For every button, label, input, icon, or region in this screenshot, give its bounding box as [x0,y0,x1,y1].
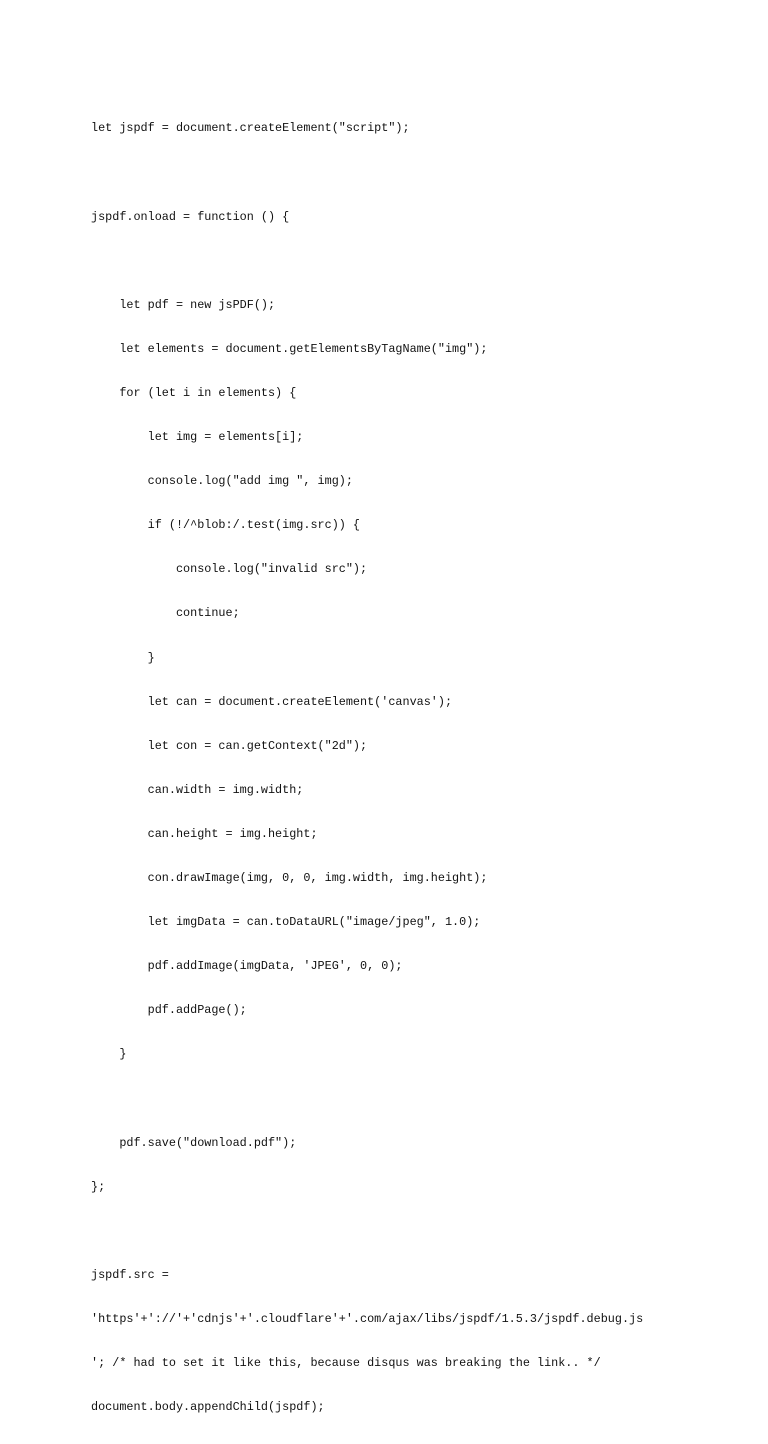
code-line: continue; [91,606,240,621]
code-line: pdf.addImage(imgData, 'JPEG', 0, 0); [91,959,403,974]
code-line: let elements = document.getElementsByTagName("img"); [91,341,488,356]
code-line: } [91,1047,127,1062]
code-line: let imgData = can.toDataURL("image/jpeg", 1.0); [91,915,481,930]
code-line: 'https'+'://'+'cdnjs'+'.cloudflare'+'.com/ajax/libs/jspdf/1.5.3/jspdf.debug.js [91,1311,644,1326]
code-line: console.log("add img ", img); [91,474,353,489]
code-line: con.drawImage(img, 0, 0, img.width, img.height); [91,871,488,885]
code-line: console.log("invalid src"); [91,562,368,577]
code-line: pdf.save("download.pdf"); [91,1135,297,1150]
code-line: } [91,650,155,665]
code-line [91,1224,731,1239]
code-line: for (let i in elements) { [91,385,297,400]
code-line: }; [91,1179,106,1194]
code-line: '; /* had to set it like this, because disqus was breaking the link.. */ [91,1356,601,1371]
code-line: let con = can.getContext("2d"); [91,738,368,753]
code-line: let img = elements[i]; [91,430,304,445]
code-line: jspdf.onload = function () { [91,209,290,224]
code-line: can.width = img.width; [91,782,304,797]
code-line: jspdf.src = [91,1267,169,1282]
code-line: let jspdf = document.createElement("script"); [91,121,410,136]
code-line: let pdf = new jsPDF(); [91,297,276,312]
code-line: can.height = img.height; [91,826,318,841]
code-block [91,92,731,1444]
code-line [91,1091,731,1106]
code-line: document.body.appendChild(jspdf); [91,1400,325,1415]
code-line: if (!/^blob:/.test(img.src)) { [91,518,361,533]
code-line [91,166,731,181]
code-line: pdf.addPage(); [91,1003,247,1018]
code-line [91,254,731,269]
code-line: let can = document.createElement('canvas'); [91,694,453,709]
